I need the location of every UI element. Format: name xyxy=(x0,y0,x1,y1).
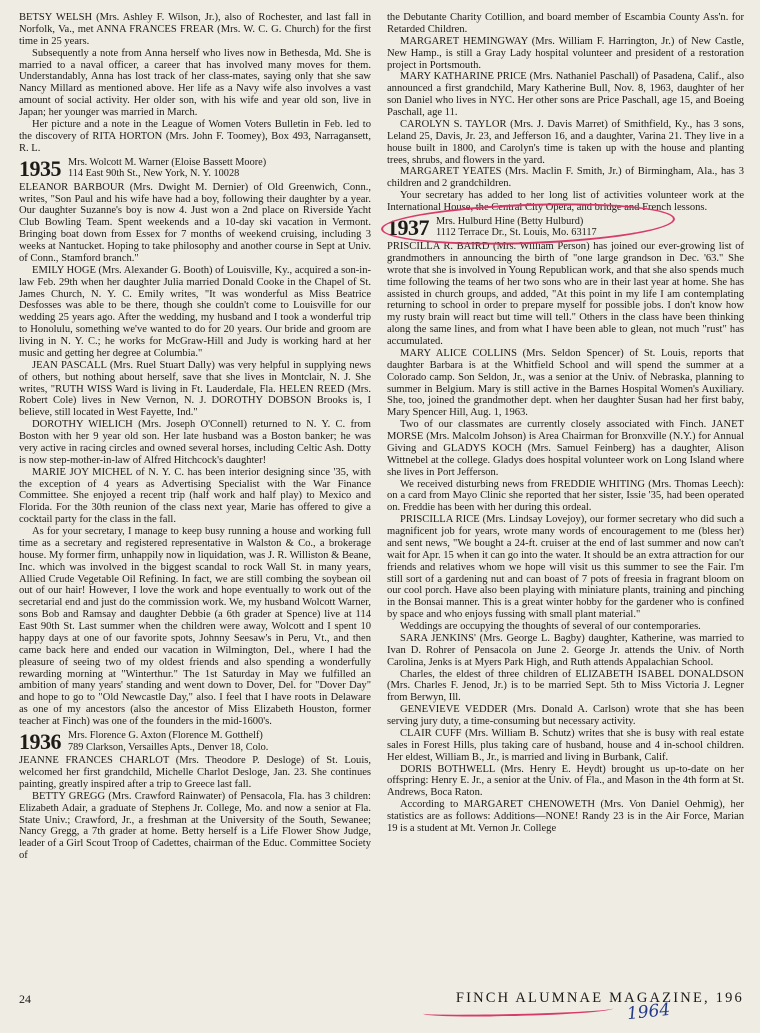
paragraph: PRISCILLA R. BAIRD (Mrs. William Person) has joined our ever-growing list of grandmothers in announcing the birth of "one large grandson in Dec. '63." She wrote that she is involved in Young Republican work, and that she also spends much time following the teams of her two sons who are in their last year at home. She has assisted in church groups, and added, "At this point in my life I am contemplating returning to school in order to prepare myself for possible jobs. I don't know how my rusty brain will react but time will tell." Others in the class have been thinking along the same lines, and from what I have been able to glean, not much "rust" has accumulated. xyxy=(387,241,744,348)
left-column xyxy=(19,12,371,862)
paragraph: SARA JENKINS' (Mrs. George L. Bagby) daughter, Katherine, was married to Ivan D. Rohrer of Pensacola on June 2. George Jr. attends the Univ. of North Carolina, Jenks is at Myers Park High, and Ruth attends Appalachian School. xyxy=(387,632,744,668)
paragraph: Subsequently a note from Anna herself who lives now in Bethesda, Md. She is married to a naval officer, a career that has involved many moves for them. Understandably, Anna has lost track of her class-mates, saying only that she saw Nancy Millard as mentioned above. Her life as a Navy wife also involves a vast amount of social activity. Her older son, with his wife and year old son, live in Japan; her younger was married in March. xyxy=(19,47,371,118)
class-year: 1936 xyxy=(19,728,61,754)
paragraph: BETSY WELSH (Mrs. Ashley F. Wilson, Jr.), also of Rochester, and last fall in Norfolk, Va., met ANNA FRANCES FREAR (Mrs. W. C. G. Church) for the first time in 25 years. xyxy=(19,12,371,47)
secretary-name: Mrs. Wolcott M. Warner (Eloise Bassett Moore) xyxy=(68,156,267,168)
paragraph: Two of our classmates are currently closely associated with Finch. JANET MORSE (Mrs. Malcolm Johson) is Area Chairman for Bronxville (N.Y.) for Annual Giving and GLADYS KOCH (Mrs. Samuel Feinberg) has a daughter, Alison Wittnebel at the college. Gladys does hospital volunteer work on Long Island where she lives in Port Jefferson. xyxy=(387,419,744,478)
secretary-street: 114 East 90th St., New York, N. Y. 10028 xyxy=(68,168,240,180)
paragraph: the Debutante Charity Cotillion, and board member of Escambia County Ass'n. for Retarded Children. xyxy=(387,12,744,35)
paragraph: PRISCILLA RICE (Mrs. Lindsay Lovejoy), our former secretary who did such a magnificent job for years, wrote many words of encouragement to me (bless her) and sent news, "We bought a 24-ft. cruiser at the end of last summer and now can't wait for Apr. 15 when it can go into the water. It should be an extra attraction for our friends and relatives whom we hope will visit us this summer to see the Fair. I'm still sort of a gardening nut and can boast of 7 pots of freesia in fragrant bloom on our cool porch. Have also been playing with miniature plants, training and pinching in the Bonsai manner. This is a great winter hobby for the gardener who is confined by space and who enjoys fussing with small plant material." xyxy=(387,514,744,621)
right-column xyxy=(387,12,744,835)
secretary-name: Mrs. Florence G. Axton (Florence M. Gotthelf) xyxy=(68,729,263,741)
class-year: 1935 xyxy=(19,155,61,181)
secretary-name: Mrs. Hulburd Hine (Betty Hulburd) xyxy=(436,215,584,227)
paragraph: EMILY HOGE (Mrs. Alexander G. Booth) of Louisville, Ky., acquired a son-in-law Feb. 29th when her daughter Julia married Donald Cooke in the Chapel of St. James Church, N. Y. C. Emily writes, "It was wonderful as Miss Beatrice Desfosses was able to be there, though she couldn't come to Louisville for our wedding 25 years ago. After the wedding, my husband and I took a wonderful trip to Honolulu, something we've wanted to do for 20 years. Our bride and groom are living in N. Y. C.; he works for McGraw-Hill and Judy is working hard at her music and getting her degree at Columbia." xyxy=(19,264,371,359)
class-secretary-address xyxy=(68,157,266,180)
class-year: 1937 xyxy=(387,214,429,240)
paragraph: According to MARGARET CHENOWETH (Mrs. Von Daniel Oehmig), her statistics are as follows: Additions—NONE! Randy 23 is in the Air Force, Marian 19 is a student at Mt. Vernon Jr. College xyxy=(387,799,744,834)
paragraph: MARIE JOY MICHEL of N. Y. C. has been interior designing since '35, with the exception of 4 years as Advertising Specialist with the War Finance Committee. She enjoyed a recent trip (half work and half play) to Mexico and Florida. For the 30th reunion of the class next year, Marie has offered to give a cocktail party for the class in the fall. xyxy=(19,466,371,526)
paragraph: DORIS BOTHWELL (Mrs. Henry E. Heydt) brought us up-to-date on her offspring: Henry E. Jr., a senior at the Univ. of Fla., and Mason in the 4th form at St. Andrews, Boca Raton. xyxy=(387,763,744,799)
paragraph: BETTY GREGG (Mrs. Crawford Rainwater) of Pensacola, Fla. has 3 children: Elizabeth Adair, a graduate of Stephens Jr. College, Mo. and now a senior at Fla. State Univ.; Crawford, Jr., a freshman at the University of the South, Sewanee; Nancy Gregg, a 7th grader at home. Betty herself is a Life Flower Show Judge, leader of a Girl Scout Troop of Cadettes, chairman of the Educ. Committee Society of xyxy=(19,790,371,862)
paragraph: We received disturbing news from FREDDIE WHITING (Mrs. Thomas Leech): on a card from Mayo Clinic she reported that her sister, Issie '35, had been operated on. Freddie has been with her during this ordeal. xyxy=(387,478,744,514)
paragraph: Your secretary has added to her long list of activities volunteer work at the International House, the Central City Opera, and bridge and French lessons. xyxy=(387,190,744,213)
paragraph: As for your secretary, I manage to keep busy running a house and working full time as a secretary and registered representative in Walston & Co., a brokerage house. My former firm, unhappily now in liquidation, was J. R. Williston & Beane, Inc. which was involved in the biggest scandal to rock Wall St. in many years, Allied Crude Vegetable Oil Refining. In fact, we are still combing the soybean oil out of our hair! However, I love the work and hope eventually to work out of the secretarial end and just do the commission work. We, my husband Wolcott Warner, sons Bob and Ramsay and daughter Debbie (a 6th grader at Spence) live at 114 East 90th St. Last summer when the children were away, Wolcott and I spent 10 happy days at one of our favorite spots, Johnny Seesaw's in Peru, Vt., and then came back here and ended our vacation in Wilmington, Del., where I had the pleasure of seeing two of my oldest friends and also spending a wonderfully rewarding morning at "Winterthur." The 1st Saturday in May we fulfilled an ambition of many years' standing and went down to Dover, Del. for "Dover Day" and hope to go to "Old Newcastle Day," also. I feel that I have roots in Delaware as one of my ancestors (also the ancestor of Miss Elizabeth Houston, former teacher at Finch) was one of the founders in the mid-1600's. xyxy=(19,526,371,728)
paragraph: DOROTHY WIELICH (Mrs. Joseph O'Connell) returned to N. Y. C. from Boston with her 9 year old son. Her late husband was a Boston banker; he was very active in racing circles and owned several horses, including Celtic Ash. Dotty is now step-mother-in-law of Alfred Hitchcock's daughter! xyxy=(19,419,371,466)
magazine-title: FINCH ALUMNAE MAGAZINE, 196 xyxy=(455,990,744,1006)
class-heading-1935 xyxy=(19,157,371,180)
class-heading-1937 xyxy=(387,216,744,239)
page-number: 24 xyxy=(19,992,31,1006)
paragraph: Charles, the eldest of three children of ELIZABETH ISABEL DONALDSON (Mrs. Charles F. Jenod, Jr.) is to be married Sept. 5th to Miss Victoria J. Legner from Berwyn, Ill. xyxy=(387,668,744,704)
secretary-street: 1112 Terrace Dr., St. Louis, Mo. 63117 xyxy=(436,227,597,239)
paragraph: Weddings are occupying the thoughts of several of our contemporaries. xyxy=(400,621,701,633)
paragraph: JEAN PASCALL (Mrs. Ruel Stuart Dally) was very helpful in supplying news of others, but nothing about herself, save that she lives in Montclair, N. J. She writes, "RUTH WISS Ward is living in Ft. Lauderdale, Fla. HELEN REED (Mrs. Robert Cole) lives in New Vernon, N. J. DOROTHY DOBSON Brooks is, I believe, still located in West Fayette, Ind." xyxy=(19,359,371,419)
handwritten-year: 1964 xyxy=(626,999,672,1025)
class-secretary-address xyxy=(436,216,597,239)
paragraph: MARY ALICE COLLINS (Mrs. Seldon Spencer) of St. Louis, reports that daughter Barbara is at the Whitfield School and will spend the summer at a Colorado camp. Son Seldon, Jr., was a senior at the Univ. of Nebraska, planning to summer in Belgium. Mary is still active in the Barnes Hospital Women's Auxiliary. She, too, joined the grandmother dept. when her daughter Susan had her first baby, Mary Spencer Hill, Aug. 1, 1963. xyxy=(387,347,744,419)
paragraph: CAROLYN S. TAYLOR (Mrs. J. Davis Marret) of Smithfield, Ky., has 3 sons, Leland 25, Davis, Jr. 23, and Jefferson 16, and a daughter, Varina 21. They live in a house built in 1800, and Carolyn's time is taken up with the house and planting trees, shrubs, and flowers in the yard. xyxy=(387,118,744,166)
page-footer xyxy=(19,990,744,1025)
paragraph: CLAIR CUFF (Mrs. William B. Schutz) writes that she is busy with real estate sales in Forest Hills, plus taking care of husband, house and 4 in-school children. Her eldest, William B., Jr., is married and living in Burbank, Calif. xyxy=(387,727,744,763)
paragraph: ELEANOR BARBOUR (Mrs. Dwight M. Dernier) of Old Greenwich, Conn., writes, "Son Paul and his wife have had a boy, following their daughter by a year. Our daughter Suzanne's boy is now 4. Just won a 2nd place on Riverside Yacht Club Bowling Team. Spent weekends and a 10-day ski vacation in Vermont. Bringing boat down from Essex for 7 months of weekend cruising, including 3 weeks at Nantucket. Hoping to take philosophy and another course in Sept at Univ. of Conn., Stamford branch." xyxy=(19,181,371,264)
hand-drawn-underline xyxy=(423,1004,613,1017)
paragraph: MARGARET YEATES (Mrs. Maclin F. Smith, Jr.) of Birmingham, Ala., has 3 children and 2 grandchildren. xyxy=(387,166,744,190)
class-heading-1936 xyxy=(19,730,371,753)
paragraph: MARY KATHARINE PRICE (Mrs. Nathaniel Paschall) of Pasadena, Calif., also announced a first grandchild, Mary Katherine Bull, Nov. 8, 1963, daughter of her son Daniel who lives in NYC. Her other sons are Price Paschall, age 15, and Boeing Paschall, age 11. xyxy=(387,71,744,118)
secretary-street: 789 Clarkson, Versailles Apts., Denver 18, Colo. xyxy=(68,741,269,753)
paragraph: Her picture and a note in the League of Women Voters Bulletin in Feb. led to the discovery of RITA HORTON (Mrs. John F. Toomey), Box 493, Narragansett, R. L. xyxy=(19,118,371,154)
paragraph: MARGARET HEMINGWAY (Mrs. William F. Harrington, Jr.) of New Castle, New Hamp., is still a Gray Lady hospital volunteer and president of a restoration project in Portsmouth. xyxy=(387,35,744,71)
paragraph: JEANNE FRANCES CHARLOT (Mrs. Theodore P. Desloge) of St. Louis, welcomed her first grandchild, Michelle Charlot Desloge, Jan. 23. She continues painting, greatly inspired after a trip to Greece last fall. xyxy=(19,755,371,790)
class-secretary-address xyxy=(68,730,268,753)
paragraph: GENEVIEVE VEDDER (Mrs. Donald A. Carlson) wrote that she has been serving jury duty, a time-consuming but necessary activity. xyxy=(387,704,744,728)
